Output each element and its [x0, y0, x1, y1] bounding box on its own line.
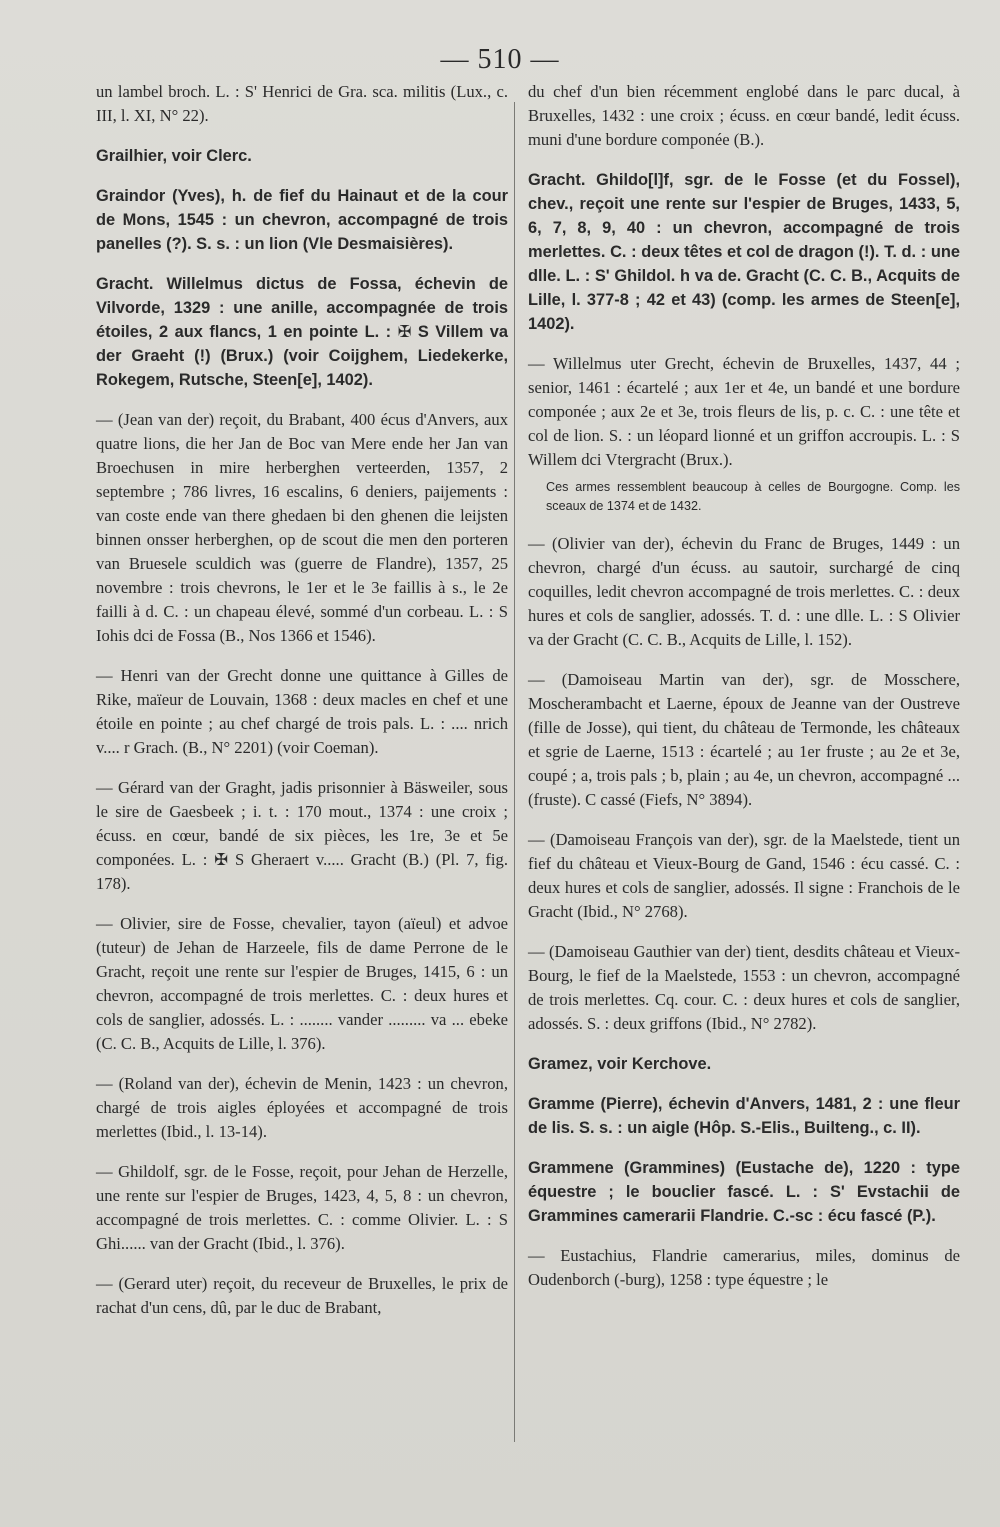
entry-headword: Grailhier [96, 147, 163, 165]
entry-text: — Gérard van der Graght, jadis prisonnier à Bäsweiler, sous le sire de Gaesbeek ; i. t. : 170 mout., 1374 : une croix ; écuss. en cœur, bandé de six pièces, les 1re, 3e et 5e componées. L. : ✠ S Gheraert v..... Gracht (B.) (Pl. 7, fig. 178). [96, 778, 508, 893]
entry-text: — (Gerard uter) reçoit, du receveur de Bruxelles, le prix de rachat d'un cens, dû, par le duc de Brabant, [96, 1274, 508, 1317]
footnote [528, 478, 960, 516]
entry-headword: Grammene (Grammines) [528, 1159, 726, 1177]
dictionary-entry [96, 664, 508, 760]
dictionary-entry [96, 776, 508, 896]
entry-text: — (Damoiseau Gauthier van der) tient, desdits château et Vieux-Bourg, le fief de la Maelstede, 1553 : un chevron, accompagné de trois merlettes. Cq. cour. C. : deux hures et cols de sanglier, adossés. S. : deux griffons (Ibid., N° 2782). [528, 942, 960, 1033]
entry-text: — Henri van der Grecht donne une quittance à Gilles de Rike, maïeur de Louvain, 1368 : deux macles en chef et une étoile en pointe ; au chef chargé de trois pals. L. : .... nrich v.... r Grach. (B., N° 2201) (voir Coeman). [96, 666, 508, 757]
entry-text: — (Roland van der), échevin de Menin, 1423 : un chevron, chargé de trois aigles éployées et accompagné de trois merlettes (Ibid., l. 13-14). [96, 1074, 508, 1141]
entry-headword: Gramme [528, 1095, 595, 1113]
dictionary-entry [528, 1244, 960, 1292]
entry-text: — (Jean van der) reçoit, du Brabant, 400 écus d'Anvers, aux quatre lions, die her Jan de Boc van Mere ende her Jan van Broechusen in mire herberghen verteerden, 1357, 2 septembre ; 786 livres, 16 escalins, 6 deniers, paijements : van coste ende van there ghedaen bi den ghenen die leijsten binnen onsser herberghen, op de scout die men den porteren van Bruesele sculdich was (guerre de Flandre), 1357, 25 novembre : trois chevrons, le 1er et le 3e faillis à s., le 2e failli à d. C. : un chapeau élevé, sommé d'un corbeau. L. : S Iohis dci de Fossa (B., Nos 1366 et 1546). [96, 410, 508, 645]
dictionary-entry [528, 168, 960, 336]
entry-text: Ghildo[l]f, sgr. de le Fosse (et du Fossel), chev., reçoit une rente sur l'espier de Bruges, 1433, 5, 6, 7, 8, 9, 40 : un chevron, accompagné de trois merlettes. C. : deux têtes et col de dragon (!). T. d. : une dlle. L. : S' Ghildol. h va de. Gracht (C. C. B., Acquits de Lille, l. 377-8 ; 42 et 43) (comp. les armes de Steen[e], 1402). [528, 171, 960, 333]
dictionary-entry [528, 1156, 960, 1228]
entry-headword: Gracht. [528, 171, 586, 189]
entry-headword: Gramez [528, 1055, 589, 1073]
dictionary-entry [96, 80, 508, 128]
entry-text: (Yves), h. de fief du Hainaut et de la cour de Mons, 1545 : un chevron, accompagné de trois panelles (?). S. s. : un lion (Vle Desmaisières). [96, 187, 508, 253]
dictionary-entry [528, 828, 960, 924]
entry-text: — (Damoiseau François van der), sgr. de la Maelstede, tient un fief du château et Vieux-Bourg de Gand, 1546 : écu cassé. C. : deux hures et cols de sanglier, adossés. Il signe : Franchois de le Gracht (Ibid., N° 2768). [528, 830, 960, 921]
dictionary-entry [528, 352, 960, 472]
dictionary-entry [528, 532, 960, 652]
entry-text: du chef d'un bien récemment englobé dans le parc ducal, à Bruxelles, 1432 : une croix ; écuss. en cœur bandé, ledit écuss. muni d'une bordure componée (B.). [528, 82, 960, 149]
dictionary-entry [96, 408, 508, 648]
entry-text: — Ghildolf, sgr. de le Fosse, reçoit, pour Jehan de Herzelle, une rente sur l'espier de Bruges, 1423, 4, 5, 8 : un chevron, accompagné de trois merlettes. C. : comme Olivier. L. : S Ghi...... van der Gracht (Ibid., l. 376). [96, 1162, 508, 1253]
entry-text: , voir Clerc. [162, 147, 252, 165]
entry-text: un lambel broch. L. : S' Henrici de Gra. sca. militis (Lux., c. III, l. XI, N° 22). [96, 82, 508, 125]
dictionary-entry [96, 184, 508, 256]
entry-headword: Graindor [96, 187, 166, 205]
column-divider [514, 102, 515, 1442]
page-number: — 510 — [440, 44, 560, 75]
dictionary-entry [528, 1092, 960, 1140]
dictionary-entry [528, 668, 960, 812]
entry-text: (Pierre), échevin d'Anvers, 1481, 2 : une fleur de lis. S. s. : un aigle (Hôp. S.-Elis., Builteng., c. II). [528, 1095, 960, 1137]
entry-text: — Olivier, sire de Fosse, chevalier, tayon (aïeul) et advoe (tuteur) de Jehan de Harzeele, fils de dame Perrone de le Gracht, reçoit une rente sur l'espier de Bruges, 1415, 6 : un chevron, accompagné de trois merlettes. C. : deux hures et cols de sanglier, adossés. L. : ........ vander ......... va ... ebeke (C. C. B., Acquits de Lille, l. 376). [96, 914, 508, 1053]
entry-text: — (Damoiseau Martin van der), sgr. de Mosschere, Moscherambacht et Laerne, époux de Jeanne van der Oustreve (fille de Josse), qui tient, du château de Termonde, les châteaux et sgrie de Laerne, 1513 : écartelé ; au 1er fruste ; au 2e et 3e, coupé ; a, trois pals ; b, plain ; au 4e, un chevron, accompagné ... (fruste). C cassé (Fiefs, N° 3894). [528, 670, 960, 809]
entry-text: , voir Kerchove. [588, 1055, 712, 1073]
dictionary-entry [96, 1072, 508, 1144]
dictionary-entry [96, 1272, 508, 1320]
dictionary-entry [96, 912, 508, 1056]
entry-text: (Eustache de), 1220 : type équestre ; le bouclier fascé. L. : S' Evstachii de Grammines camerarii Flandrie. C.-sc : écu fascé (P.). [528, 1159, 961, 1225]
right-column [528, 80, 960, 1308]
entry-text: — Willelmus uter Grecht, échevin de Bruxelles, 1437, 44 ; senior, 1461 : écartelé ; aux 1er et 4e, un bandé et une bordure componée ; aux 2e et 3e, trois fleurs de lis, p. c. C. : une tête et col de lion. S. : un léopard lionné et un griffon accroupis. L. : S Willem dci Vtergracht (Brux.). [528, 354, 960, 469]
dictionary-entry [96, 272, 508, 392]
dictionary-entry [528, 1052, 960, 1076]
entry-text: — (Olivier van der), échevin du Franc de Bruges, 1449 : un chevron, chargé d'un écuss. au sautoir, surchargé de cinq coquilles, ledit chevron accompagné de trois merlettes. C. : deux hures et cols de sanglier, adossés. T. d. : une dlle. L. : S Olivier va der Gracht (C. C. B., Acquits de Lille, l. 152). [528, 534, 960, 649]
entry-text: Willelmus dictus de Fossa, échevin de Vilvorde, 1329 : une anille, accompagnée de trois étoiles, 2 aux flancs, 1 en pointe L. : ✠ S Villem va der Graeht (!) (Brux.) (voir Coijghem, Liedekerke, Rokegem, Rutsche, Steen[e], 1402). [96, 275, 508, 389]
dictionary-entry [96, 144, 508, 168]
entry-text: Ces armes ressemblent beaucoup à celles de Bourgogne. Comp. les sceaux de 1374 et de 1432. [546, 480, 960, 513]
left-column [96, 80, 508, 1336]
entry-text: — Eustachius, Flandrie camerarius, miles, dominus de Oudenborch (-burg), 1258 : type équestre ; le [528, 1246, 960, 1289]
dictionary-entry [528, 80, 960, 152]
entry-headword: Gracht. [96, 275, 154, 293]
dictionary-entry [96, 1160, 508, 1256]
dictionary-entry [528, 940, 960, 1036]
